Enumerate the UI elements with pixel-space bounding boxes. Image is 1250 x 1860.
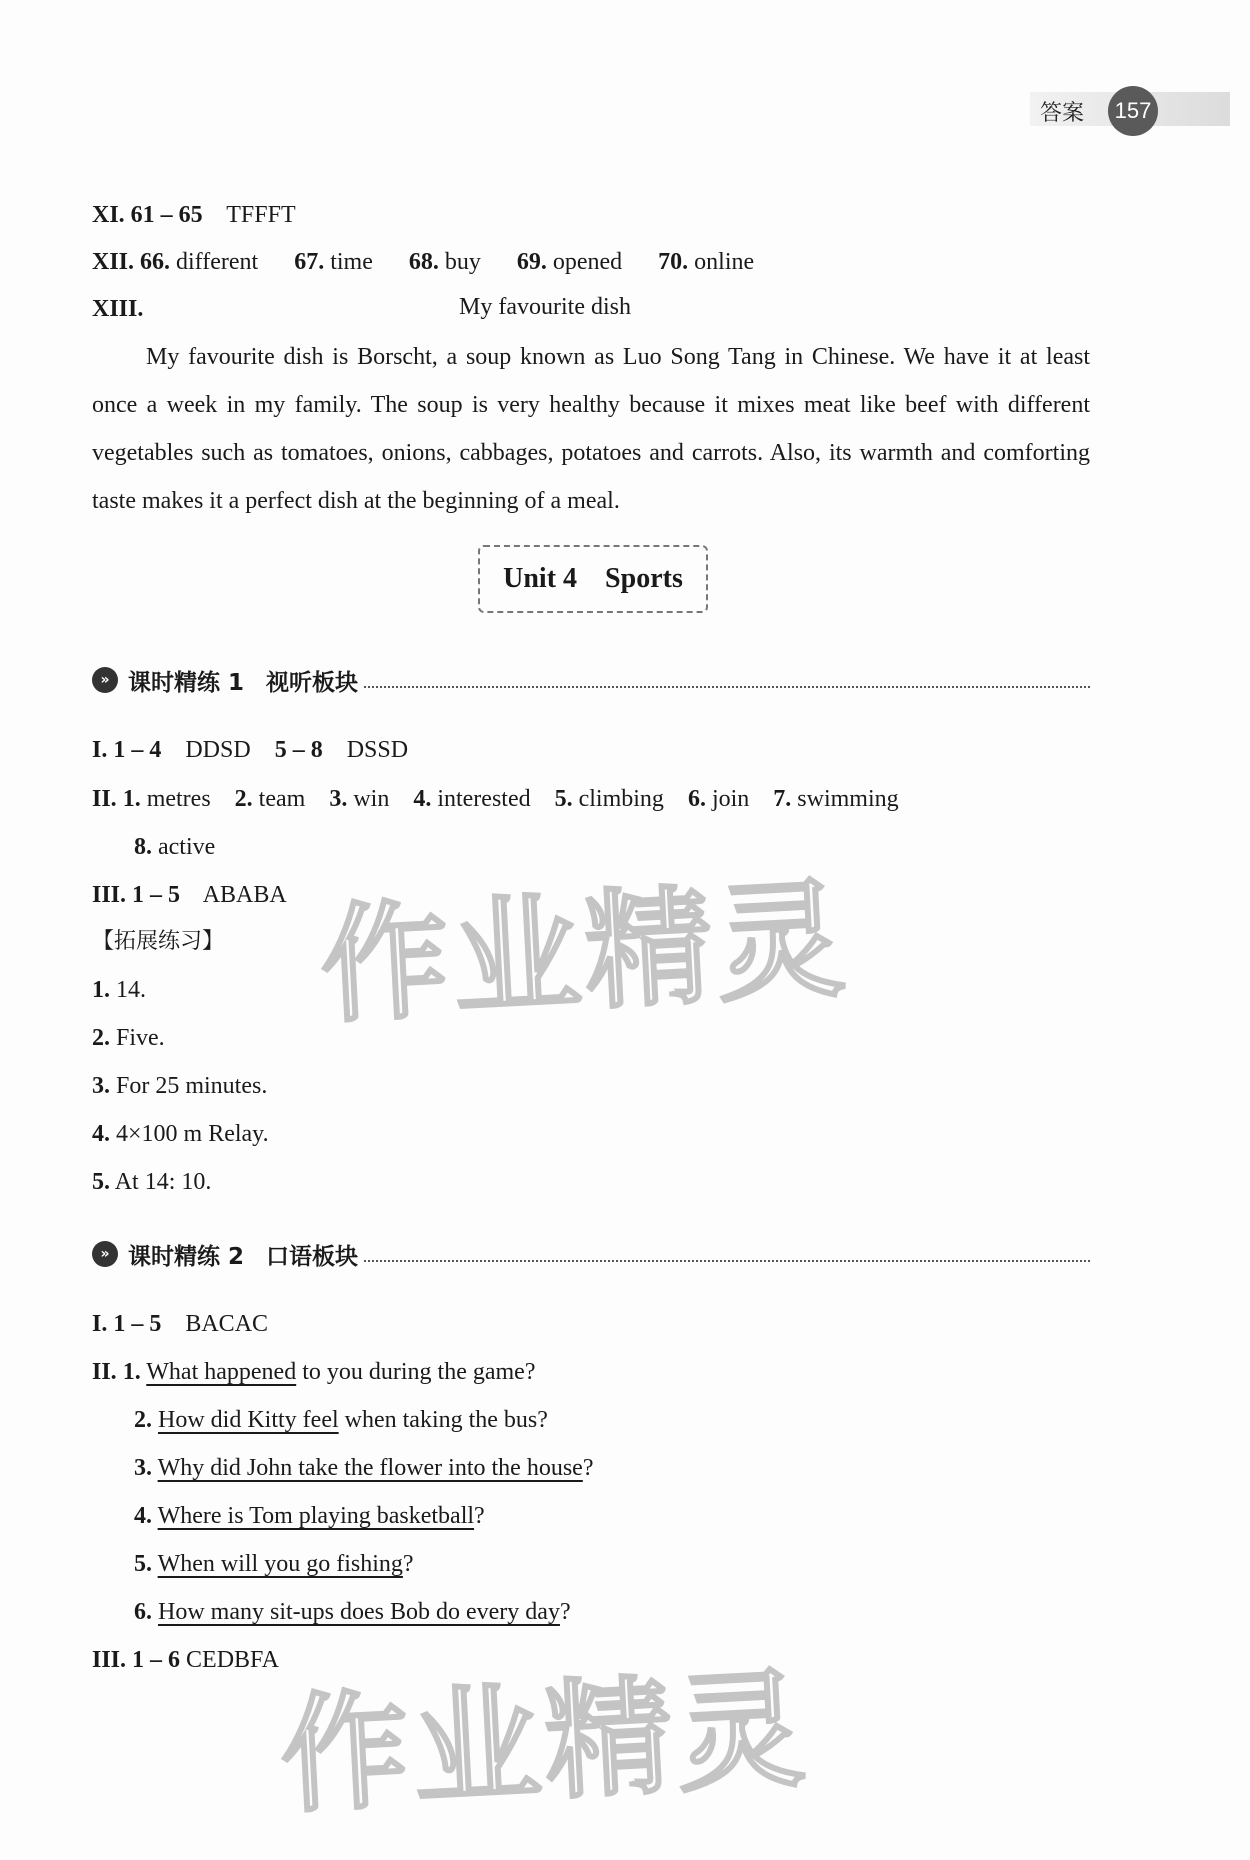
s2-answer-ii-5: 5. When will you go fishing? [134,1551,414,1577]
extension-1: 1. 14. [92,977,146,1003]
extension-4: 4. 4×100 m Relay. [92,1121,269,1147]
watermark: 作业精灵 [277,1655,813,1832]
s2-answer-ii-4: 4. Where is Tom playing basketball? [134,1503,485,1529]
double-chevron-icon: » [92,667,118,693]
s1-answer-iii: III. 1 – 5 ABABA [92,882,287,908]
dotted-rule [364,672,1090,688]
s2-answer-i: I. 1 – 5 BACAC [92,1311,269,1337]
extension-label: 【拓展练习】 [92,929,225,954]
section-header-1: » 课时精练 1 视听板块 [92,662,1090,698]
double-chevron-icon: » [92,1241,118,1267]
essay-title: My favourite dish [459,294,631,320]
extension-2: 2. Five. [92,1025,165,1051]
section-header-2: » 课时精练 2 口语板块 [92,1236,1090,1272]
answer-xiii-label: XIII. [92,296,144,322]
s2-answer-ii-6: 6. How many sit-ups does Bob do every day? [134,1599,571,1625]
dotted-rule [364,1246,1090,1262]
answer-xii: XII. 66. different 67. time 68. buy 69. opened 70. online [92,249,755,275]
essay-body: My favourite dish is Borscht, a soup known as Luo Song Tang in Chinese. We have it at least once a week in my family. The soup is very healthy because it mixes meat like beef with different vegetables such as tomatoes, onions, cabbages, potatoes and carrots. Also, its warmth and comforting taste makes it a perfect dish at the beginning of a meal. [92,344,1090,514]
s2-answer-ii-3: 3. Why did John take the flower into the house? [134,1455,594,1481]
s2-answer-ii-1: II. 1. What happened to you during the game? [92,1359,536,1385]
unit-heading: Unit 4 Sports [478,545,708,613]
watermark: 作业精灵 [317,865,853,1042]
header-label: 答案 [1040,101,1085,126]
answer-xi: XI. 61 – 65 TFFFT [92,202,296,228]
s2-answer-ii-2: 2. How did Kitty feel when taking the bus? [134,1407,548,1433]
s2-answer-iii: III. 1 – 6 CEDBFA [92,1647,279,1673]
page-number: 157 [1108,86,1158,136]
s1-answer-ii: II. 1. metres 2. team 3. win 4. interested 5. climbing 6. join 7. swimming [92,786,899,812]
extension-3: 3. For 25 minutes. [92,1073,268,1099]
s1-answer-i: I. 1 – 4 DDSD 5 – 8 DSSD [92,737,409,763]
s1-answer-ii-cont: 8. active [134,834,216,860]
extension-5: 5. At 14: 10. [92,1169,212,1195]
